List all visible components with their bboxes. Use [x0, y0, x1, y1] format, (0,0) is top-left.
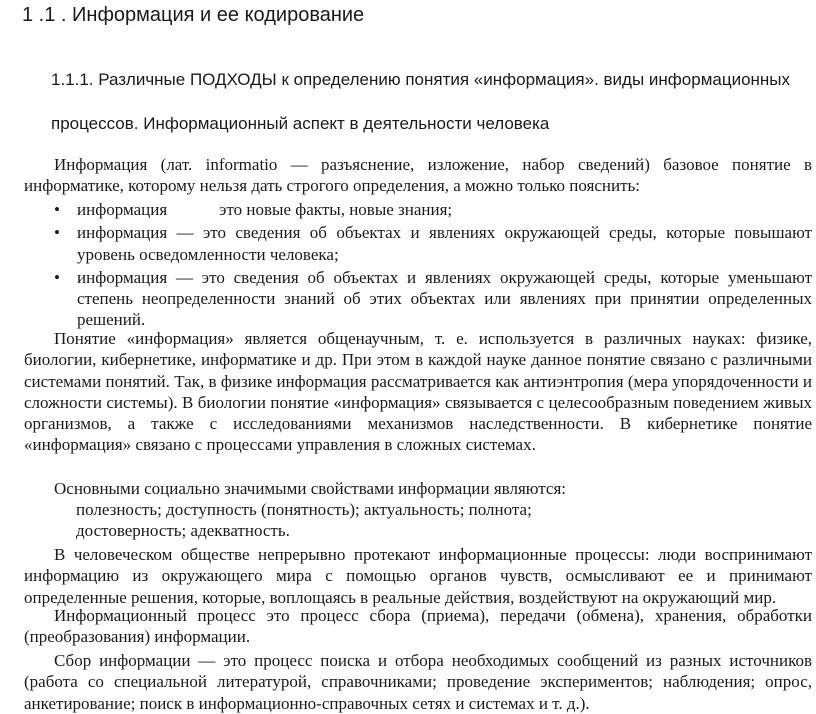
list-item-text: информация — это сведения об объектах и явлениях окружающей среды, которые повышают уровень осведомленности человека; [77, 223, 812, 264]
collection-paragraph: Сбор информации — это процесс поиска и отбора необходимых сообщений из разных источников (работа со специальной литературой, справочниками; проведение экспериментов; наблюдения; опрос, анкетирование; поиск в информационно-справочных сетях и системах и т. д.). [24, 651, 812, 713]
concept-paragraph: Понятие «информация» является общенаучным, т. е. используется в различных науках: физике, биологии, кибернетике, информатике и др. При этом в каждой науке данное понятие связано с различными системами понятий. Так, в физике информация рассматривается как антиэнтропия (мера упорядоченности и сложности системы). В биологии понятие «информация» связывается с целесообразным поведением живых организмов, а также с исследованиями механизмов наследственности. В кибернетике понятие «информация» связано с процессами управления в сложных системах. [24, 329, 812, 455]
list-item [24, 267, 812, 331]
subsection-heading-line-2: процессов. Информационный аспект в деятельности человека [51, 114, 550, 133]
list-item-text: информация — это сведения об объектах и явлениях окружающей среды, которые уменьшают степень неопределенности знаний об этих объектах или явлениях при принятии определенных решений. [77, 267, 812, 330]
bullet-icon: • [54, 200, 60, 219]
society-paragraph: В человеческом обществе непрерывно протекают информационные процессы: люди воспринимают информацию из окружающего мира с помощью органов чувств, осмысливают ее и принимают определенные решения, которые, воплощаясь в реальные действия, воздействуют на окружающий мир. [24, 545, 812, 607]
list-item-text: это новые факты, новые знания; [219, 200, 453, 219]
intro-paragraph: Информация (лат. informatio — разъяснение, изложение, набор сведений) базовое понятие в информатике, которому нельзя дать строгого определения, а можно только пояснить: [24, 155, 812, 196]
bullet-icon: • [54, 223, 60, 243]
process-paragraph: Информационный процесс это процесс сбора (приема), передачи (обмена), хранения, обработки (преобразования) информации. [24, 606, 812, 647]
subsection-heading-line-1: 1.1.1. Различные ПОДХОДЫ к определению понятия «информация». виды информационных [51, 70, 791, 89]
properties-line-2: достоверность; адекватность. [76, 521, 290, 540]
list-item [24, 222, 812, 265]
properties-intro: Основными социально значимыми свойствами информации являются: [54, 479, 566, 498]
bullet-icon: • [54, 267, 60, 287]
list-item [24, 199, 812, 220]
list-item-term: информация [77, 200, 168, 219]
section-heading: 1 .1 . Информация и ее кодирование [22, 4, 365, 26]
definition-list [24, 199, 812, 333]
properties-line-1: полезность; доступность (понятность); актуальность; полнота; [76, 500, 532, 519]
